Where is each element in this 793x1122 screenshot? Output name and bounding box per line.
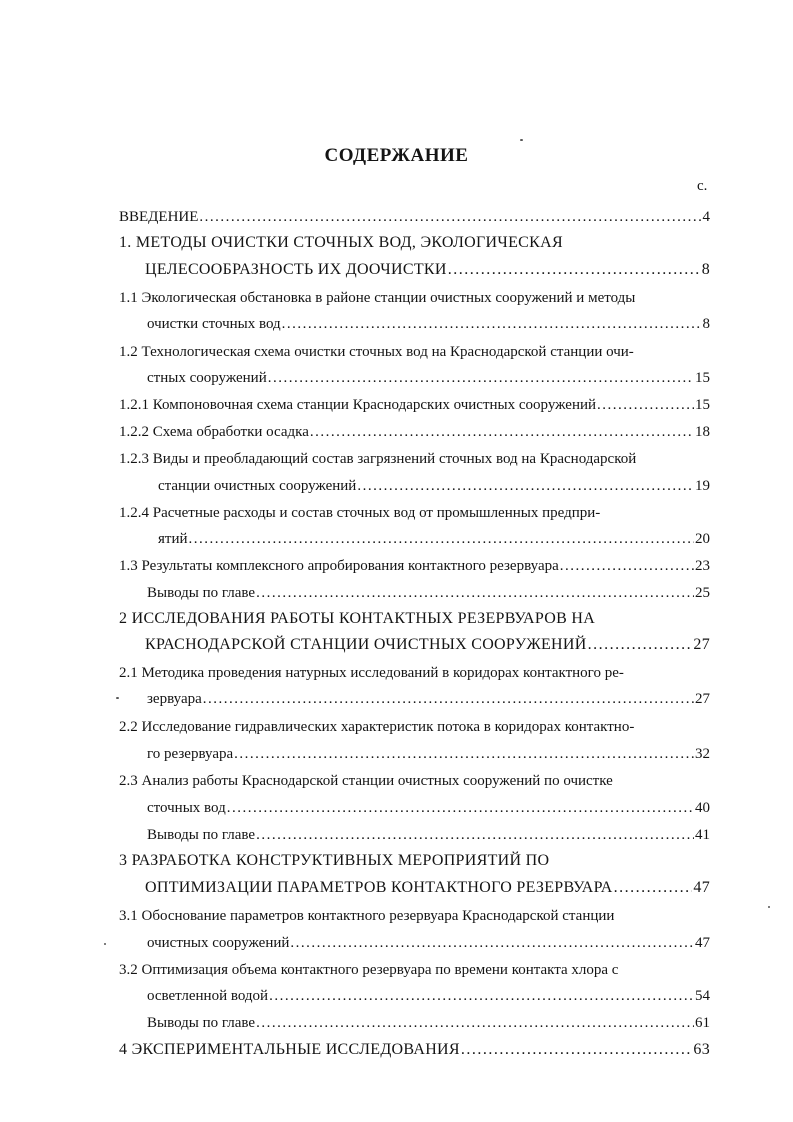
toc-entry-3-2-cont [147,985,710,1007]
toc-entry-conclusions-1 [147,582,710,604]
toc-leader-dots [290,932,694,954]
toc-entry-title-cont: станции очистных сооружений [158,478,357,494]
toc-entry-title-cont: го резервуара [147,746,234,762]
toc-entry-title-cont: зервуара [147,691,202,707]
toc-entry-intro [119,206,710,228]
toc-entry-page: 15 [695,397,710,413]
toc-entry-page: 41 [695,827,710,843]
toc-entry-title-cont: осветленной водой [147,988,269,1004]
toc-entry-page: 25 [695,585,710,601]
toc-entry-chapter-2-cont [145,634,710,656]
toc-entry-page: 27 [695,691,710,707]
toc-entry-2-2-cont [147,743,710,765]
toc-entry-2-3 [119,770,613,792]
toc-entry-1-2-4 [119,502,600,524]
toc-entry-title-cont: стных сооружений [147,370,267,386]
toc-entry-page: 20 [695,531,710,547]
scan-speck [520,139,523,141]
toc-entry-title: 1.2.3 Виды и преобладающий состав загрязнений сточных вод на Краснодарской [119,451,637,467]
toc-entry-title: 2.3 Анализ работы Краснодарской станции очистных сооружений по очистке [119,773,613,789]
toc-leader-dots [357,475,694,497]
toc-entry-1-2-4-cont [158,528,710,550]
toc-entry-1-1-cont [147,313,710,335]
toc-entry-conclusions-3 [147,1012,710,1034]
toc-entry-3-2 [119,959,618,981]
toc-entry-page: 63 [693,1041,710,1058]
toc-entry-page: 47 [695,935,710,951]
toc-entry-1-2 [119,341,634,363]
toc-entry-title: Выводы по главе [147,585,256,601]
toc-leader-dots [282,313,702,335]
toc-entry-chapter-1-cont [145,259,710,281]
toc-entry-title-cont: ЦЕЛЕСООБРАЗНОСТЬ ИХ ДООЧИСТКИ [145,261,447,278]
toc-leader-dots [256,582,694,604]
toc-entry-3-1-cont [147,932,710,954]
toc-leader-dots [310,421,694,443]
toc-entry-page: 32 [695,746,710,762]
toc-entry-1-1 [119,287,635,309]
toc-leader-dots [189,528,694,550]
toc-entry-page: 8 [701,261,710,278]
toc-leader-dots [614,877,693,899]
toc-entry-title: 1.1 Экологическая обстановка в районе станции очистных сооружений и методы [119,290,636,306]
toc-leader-dots [269,985,694,1007]
toc-entry-page: 23 [695,558,710,574]
toc-entry-title: 4 ЭКСПЕРИМЕНТАЛЬНЫЕ ИССЛЕДОВАНИЯ [119,1041,460,1058]
toc-entry-chapter-2 [119,608,595,630]
page-title: СОДЕРЖАНИЕ [324,145,469,166]
scan-speck [116,697,119,699]
page-column-label: с. [697,178,708,194]
toc-entry-title: 2 ИССЛЕДОВАНИЯ РАБОТЫ КОНТАКТНЫХ РЕЗЕРВУАРОВ НА [119,610,596,627]
toc-entry-page: 15 [695,370,710,386]
toc-leader-dots [199,206,701,228]
toc-entry-title: 1.2 Технологическая схема очистки сточных вод на Краснодарской станции очи- [119,344,634,360]
toc-entry-title: 3.2 Оптимизация объема контактного резервуара по времени контакта хлора с [119,962,619,978]
scan-speck [104,943,106,945]
toc-entry-conclusions-2 [147,824,710,846]
toc-entry-page: 54 [695,988,710,1004]
toc-entry-title-cont: сточных вод [147,800,226,816]
toc-entry-title: 1.3 Результаты комплексного апробирования контактного резервуара [119,558,559,574]
toc-leader-dots [256,824,694,846]
toc-entry-chapter-3 [119,850,549,872]
toc-leader-dots [588,634,693,656]
toc-entry-chapter-3-cont [145,877,710,899]
toc-entry-title-cont: ОПТИМИЗАЦИИ ПАРАМЕТРОВ КОНТАКТНОГО РЕЗЕРВУАРА [145,879,613,896]
toc-entry-1-2-2 [119,421,710,443]
toc-entry-1-2-3-cont [158,475,710,497]
toc-leader-dots [560,555,694,577]
toc-entry-1-2-3 [119,448,636,470]
toc-leader-dots [448,259,701,281]
toc-entry-title: 1. МЕТОДЫ ОЧИСТКИ СТОЧНЫХ ВОД, ЭКОЛОГИЧЕСКАЯ [119,234,563,251]
toc-entry-title-cont: КРАСНОДАРСКОЙ СТАНЦИИ ОЧИСТНЫХ СООРУЖЕНИЙ [145,636,587,653]
scan-speck [768,906,770,908]
toc-leader-dots [234,743,694,765]
toc-leader-dots [203,688,694,710]
toc-entry-page: 47 [693,879,710,896]
toc-leader-dots [268,367,694,389]
toc-entry-title-cont: очистки сточных вод [147,316,281,332]
toc-entry-title: 3 РАЗРАБОТКА КОНСТРУКТИВНЫХ МЕРОПРИЯТИЙ ПО [119,852,550,869]
toc-entry-title: 1.2.2 Схема обработки осадка [119,424,309,440]
toc-entry-title: ВВЕДЕНИЕ [119,209,199,225]
toc-entry-title: Выводы по главе [147,1015,256,1031]
toc-entry-chapter-4 [119,1039,710,1061]
toc-entry-title: 3.1 Обоснование параметров контактного резервуара Краснодарской станции [119,908,615,924]
toc-entry-2-3-cont [147,797,710,819]
toc-entry-title: 1.2.4 Расчетные расходы и состав сточных вод от промышленных предпри- [119,505,601,521]
toc-entry-page: 40 [695,800,710,816]
toc-entry-2-1 [119,662,624,684]
toc-entry-1-2-1 [119,394,710,416]
toc-entry-title: Выводы по главе [147,827,256,843]
toc-entry-title-cont: очистных сооружений [147,935,290,951]
toc-entry-2-1-cont [147,688,710,710]
toc-entry-1-2-cont [147,367,710,389]
toc-entry-chapter-1 [119,232,563,254]
toc-leader-dots [256,1012,694,1034]
toc-entry-page: 8 [702,316,710,332]
toc-entry-title: 1.2.1 Компоновочная схема станции Краснодарских очистных сооружений [119,397,597,413]
toc-entry-title-cont: ятий [158,531,188,547]
toc-leader-dots [461,1039,693,1061]
toc-entry-page: 4 [702,209,710,225]
toc-leader-dots [597,394,694,416]
toc-entry-3-1 [119,905,614,927]
toc-entry-page: 18 [695,424,710,440]
toc-entry-page: 61 [695,1015,710,1031]
toc-entry-title: 2.1 Методика проведения натурных исследований в коридорах контактного ре- [119,665,624,681]
toc-entry-page: 19 [695,478,710,494]
toc-entry-page: 27 [693,636,710,653]
toc-entry-title: 2.2 Исследование гидравлических характеристик потока в коридорах контактно- [119,719,635,735]
toc-leader-dots [227,797,694,819]
toc-entry-2-2 [119,716,634,738]
toc-entry-1-3 [119,555,710,577]
